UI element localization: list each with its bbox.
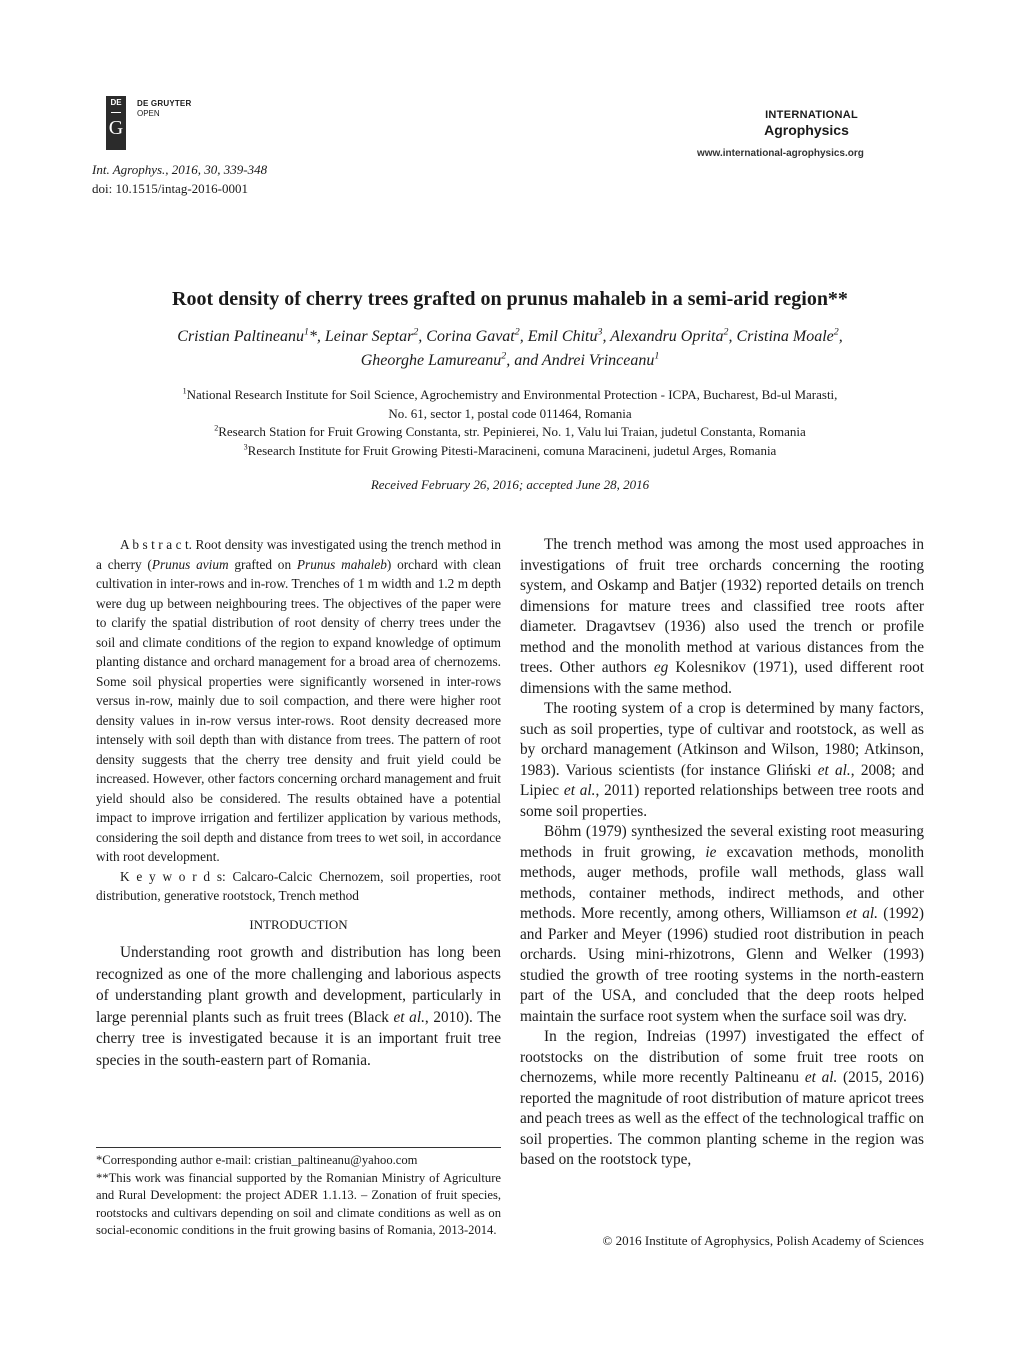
et-al: et al. <box>393 1008 425 1026</box>
footnotes <box>96 1152 501 1240</box>
author: Cristian Paltineanu <box>177 328 304 345</box>
abstract-text: Root density was investigated using the trench method in a cherry ( <box>96 537 501 572</box>
body-text: (1992) and Parker and Meyer (1996) studied root distribution in peach orchards. Using mini-rhizotrons, Glenn and Welker (1993) studied the growth of tree rooting systems in the north-eastern part of the USA, and concluded that the deep roots helped maintain the surface root system when the surface soil was dry. <box>520 905 924 1025</box>
affiliation-text: Research Station for Fruit Growing Constanta, str. Pepinierei, No. 1, Valu lui Traian, judetul Constanta, Romania <box>218 424 806 439</box>
species-name: Prunus avium <box>151 556 229 572</box>
et-al: et al. <box>563 782 596 799</box>
abstract-label: A b s t r a c t. <box>120 537 192 552</box>
et-al: et al. <box>845 905 878 922</box>
abbrev: ie <box>705 843 717 861</box>
abstract-text: ) orchard with clean cultivation in inter-rows and in-row. Trenches of 1 m width and 1.2 m depth were dug up between neighbouring trees. The objectives of the paper were to clarify the spatial distribution of root density of cherry trees under the soil and climate conditions of the region to expand knowledge of optimum planting distance and orchard management for a broad area of chernozems. Some soil physical properties were significantly worsened in inter-rows versus in-row, mainly due to soil compaction, and there were higher root density values in in-row versus inter-rows. Root density decreased more intensely with soil depth than with distance from trees. The pattern of root density suggests that the cherry tree density and fruit yield could be increased. However, other factors concerning orchard management and fruit yield should also be considered. The results obtained have a potential impact to improve irrigation and fertilizer application by various methods, considering the soil depth and distance from trees to wet soil, in accordance with root development. <box>96 556 501 864</box>
journal-logo-line2: Agrophysics <box>764 122 849 138</box>
body-paragraph <box>520 1027 924 1171</box>
footnote-corresponding: *Corresponding author e-mail: cristian_paltineanu@yahoo.com <box>96 1153 418 1167</box>
author-affil-mark: 3 <box>597 326 603 338</box>
author-affil-mark: 2 <box>723 326 729 338</box>
journal-url[interactable]: www.international-agrophysics.org <box>697 148 864 159</box>
author: Alexandru Oprita <box>610 328 724 345</box>
keywords-text: Calcaro-Calcic Chernozem, soil properties, root distribution, generative rootstock, Trench method <box>96 868 501 903</box>
author-affil-mark: 2 <box>514 326 520 338</box>
intro-text: Understanding root growth and distribution has long been recognized as one of the more challenging and laborious aspects of understanding plant growth and development, particularly in large perennial plants such as fruit trees (Black <box>96 944 501 1026</box>
abbrev: eg <box>653 659 669 676</box>
author-list: Cristian Paltineanu$^1$*, Leinar Septar$^2$, Corina Gavat$^2$, Emil Chitu$^3$, Alexandru Oprita$^2$, Cristina Moale$^2$, Gheorghe Lamureanu$^2$, and Andrei Vrinceanu$^1$ <box>177 326 843 369</box>
body-text: , 2011) reported relationships between tree roots and some soil properties. <box>520 782 924 820</box>
author: Corina Gavat <box>426 328 515 345</box>
body-text: The rooting system of a crop is determined by many factors, such as soil properties, type of cultivar and rootstock, as well as by orchard management (Atkinson and Wilson, 1980; Atkinson, 1983). Various scientists (for instance Gliński <box>520 700 924 779</box>
publisher-logo-letter: G <box>108 117 124 139</box>
publisher-logo <box>106 96 126 150</box>
introduction-paragraph <box>96 942 501 1071</box>
author-affil-mark: 1 <box>303 326 309 338</box>
corresponding-mark: *, <box>308 328 325 345</box>
affiliation-mark: 2 <box>214 423 219 433</box>
affiliation-line <box>60 442 960 461</box>
affiliation-text: No. 61, sector 1, postal code 011464, Romania <box>388 405 632 421</box>
left-column <box>96 535 501 1071</box>
body-paragraph <box>520 535 924 699</box>
body-paragraph <box>520 699 924 822</box>
et-al: et al. <box>804 1069 838 1086</box>
body-text: In the region, Indreias (1997) investigated the effect of rootstocks on the distribution of some fruit tree roots on chernozems, while more recently Paltineanu <box>520 1028 924 1086</box>
journal-logo-line1: INTERNATIONAL <box>765 109 858 121</box>
publisher-name-main: DE GRUYTER <box>137 99 192 108</box>
intro-text: , 2010). The cherry tree is investigated because it is an important fruit tree species in the south-eastern part of Romania. <box>96 1008 501 1069</box>
author: Cristina Moale <box>736 328 834 345</box>
body-paragraph <box>520 822 924 1027</box>
body-text: (2015, 2016) reported the magnitude of root distribution of mature apricot trees and peach trees as well as the effect of the technological traffic on soil properties. The common planting scheme in the region was based on the rootstock type, <box>520 1069 924 1168</box>
keywords <box>96 867 501 906</box>
publisher-logo-divider <box>111 112 121 113</box>
affiliation-line <box>60 423 960 442</box>
affiliation-line <box>60 386 960 405</box>
author: Emil Chitu <box>527 328 598 345</box>
species-name: Prunus mahaleb <box>296 556 387 572</box>
body-text: Böhm (1979) synthesized the several existing root measuring methods in fruit growing, <box>520 823 924 861</box>
author-affil-mark: 2 <box>413 326 419 338</box>
publisher-name <box>137 99 191 119</box>
author-affil-mark: 2 <box>501 350 507 362</box>
affiliation-mark: 1 <box>182 386 187 396</box>
abstract <box>96 535 501 867</box>
et-al: et al. <box>817 761 851 779</box>
author-affil-mark: 2 <box>833 326 839 338</box>
copyright-notice: © 2016 Institute of Agrophysics, Polish Academy of Sciences <box>602 1233 924 1248</box>
received-dates: Received February 26, 2016; accepted June 28, 2016 <box>370 477 650 492</box>
section-heading-introduction: INTRODUCTION <box>249 916 348 932</box>
journal-logo <box>712 109 858 138</box>
journal-citation: Int. Agrophys., 2016, 30, 339-348 <box>92 162 268 177</box>
affiliation-text: National Research Institute for Soil Science, Agrochemistry and Environmental Protection - ICPA, Bucharest, Bd-ul Marasti, <box>186 387 838 402</box>
body-text: , 2008; and Lipiec <box>520 761 925 799</box>
keywords-label: K e y w o r d s: <box>120 868 226 884</box>
doi[interactable]: doi: 10.1515/intag-2016-0001 <box>92 181 248 196</box>
publisher-logo-top: DE <box>110 98 122 107</box>
abstract-text: grafted on <box>228 556 297 572</box>
paper-title: Root density of cherry trees grafted on prunus mahaleb in a semi-arid region** <box>172 288 848 310</box>
body-text: excavation methods, monolith methods, auger methods, profile wall methods, glass wall methods, container methods, indirect methods, and other methods. More recently, among others, Williamson <box>520 843 924 922</box>
affiliation-line <box>60 405 960 424</box>
affiliation-mark: 3 <box>243 442 248 452</box>
body-text: Kolesnikov (1971), used different root dimensions with the same method. <box>520 659 924 697</box>
body-text: The trench method was among the most used approaches in investigations of fruit tree orchards concerning the rooting system, and Oskamp and Batjer (1932) reported details on trench dimensions for mature trees and classified tree roots after diameter. Dragavtsev (1936) also used the trench or profile method and the monolith method at various distances from the trees. Other authors <box>520 536 924 676</box>
footnote-funding: **This work was financial supported by the Romanian Ministry of Agriculture and Rural Development: the project ADER 1.1.13. – Zonation of fruit species, rootstocks and cultivars depending on soil and climate conditions as well as on social-economic conditions in the fruit growing basins of Romania, 2013-2014. <box>96 1170 501 1238</box>
author: Leinar Septar <box>324 328 414 345</box>
citation-block <box>92 160 267 198</box>
author: and Andrei Vrinceanu <box>514 352 655 369</box>
author: Gheorghe Lamureanu <box>360 352 502 369</box>
author-affil-mark: 1 <box>654 350 660 362</box>
right-column <box>520 535 924 1171</box>
footnote-divider <box>96 1147 501 1148</box>
publisher-name-sub: OPEN <box>137 109 160 118</box>
affiliation-text: Research Institute for Fruit Growing Pitesti-Maracineni, comuna Maracineni, judetul Arges, Romania <box>247 442 777 458</box>
affiliations <box>60 386 960 460</box>
